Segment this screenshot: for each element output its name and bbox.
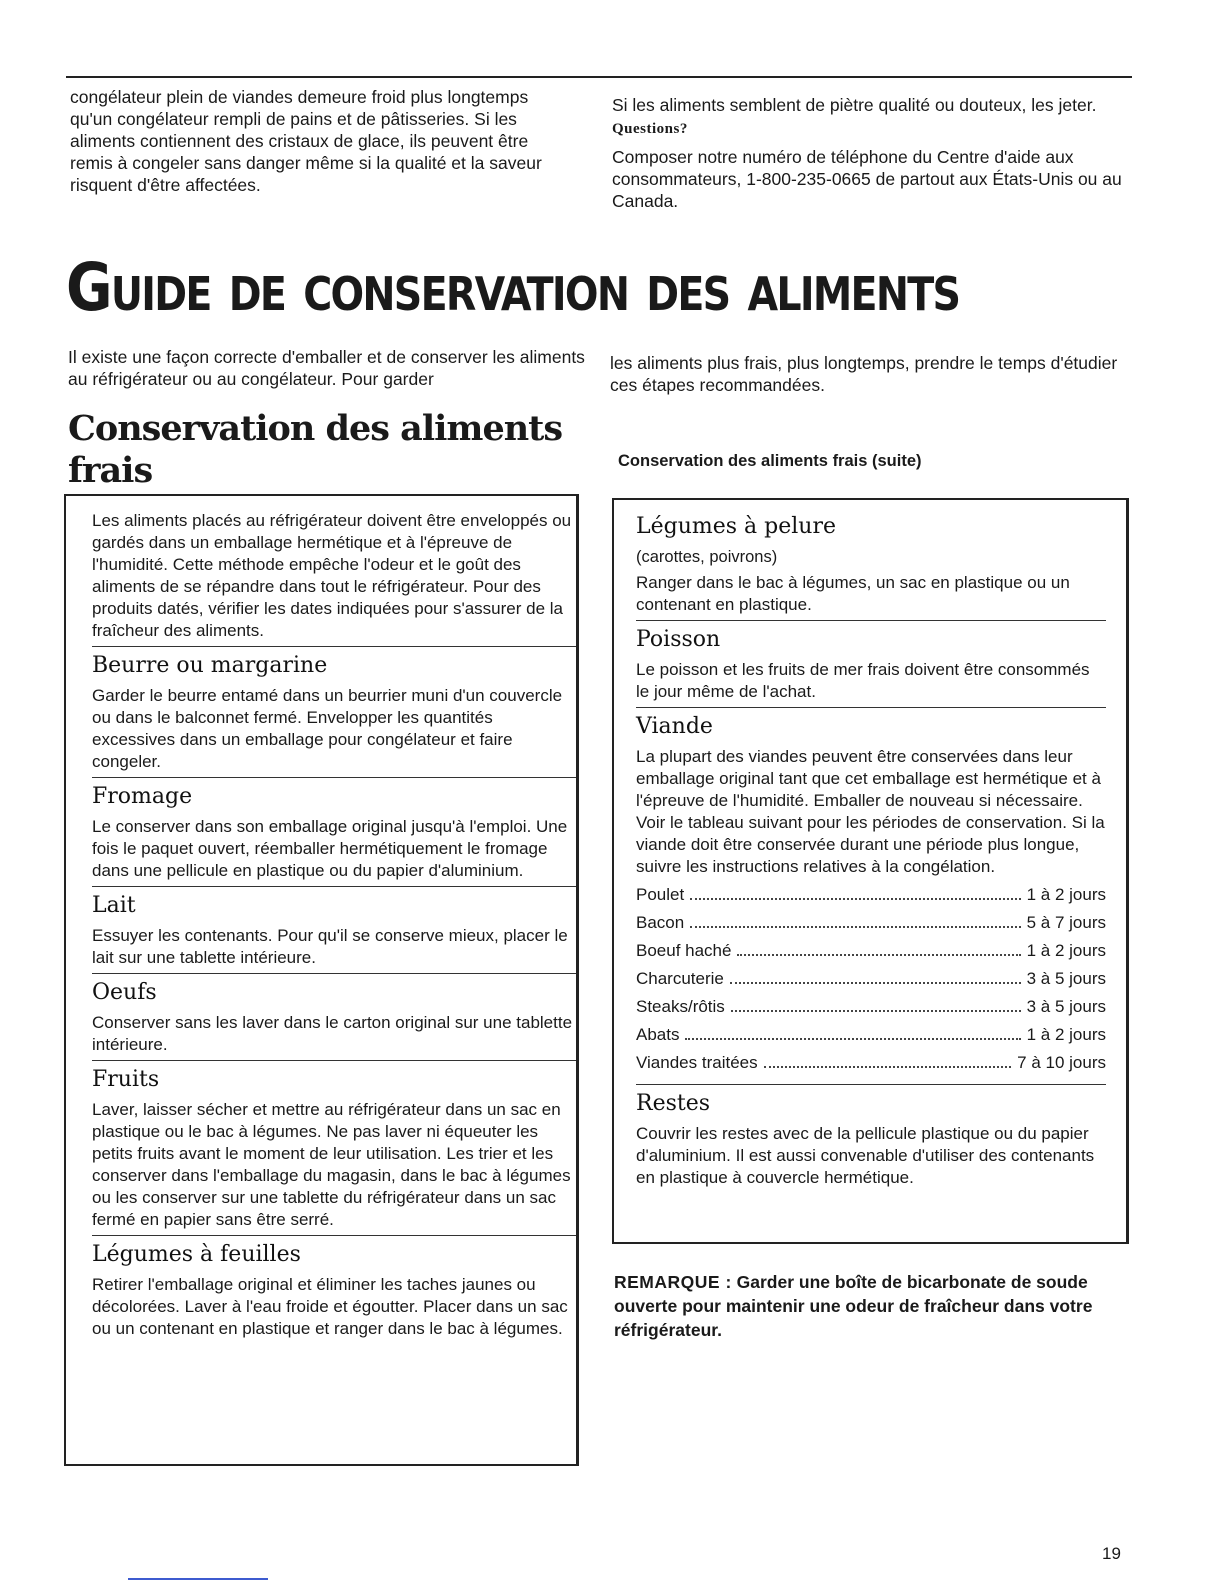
box-intro-text: Les aliments placés au réfrigérateur doivent être enveloppés ou gardés dans un emballage hermétique et à l'épreuve de l'humidité. Cette méthode empêche l'odeur et le goût des aliments de se répandre dans tout le réfrigérateur. Pour des produits datés, vérifier les dates indiquées pour s'assurer de la fraîcheur des aliments. [92, 511, 572, 640]
entry-beurre [92, 653, 576, 778]
entry-legumes-pelure-title: Légumes à pelure [636, 514, 836, 539]
table-row [636, 884, 1106, 912]
top-rule [66, 76, 1132, 78]
table-row [636, 1024, 1106, 1052]
entry-fruits-text: Laver, laisser sécher et mettre au réfrigérateur dans un sac en plastique ou le bac à légumes. Ne pas laver ni équeuter les petits fruits avant le moment de leur utilisation. Les trier et les conserver dans l'emballage du magasin, dans le bac à légumes ou les conserver sur une tablette du réfrigérateur dans un sac fermé en papier sans être serré. [92, 1100, 571, 1229]
entry-fromage-text: Le conserver dans son emballage original jusqu'à l'emploi. Une fois le paquet ouvert, réemballer hermétiquement le fromage dans une pellicule en plastique ou du papier d'aluminium. [92, 817, 568, 880]
meat-item: Poulet [636, 885, 685, 904]
questions-heading: Questions? [612, 121, 688, 137]
table-row [636, 996, 1106, 1024]
table-row [636, 940, 1106, 968]
storage-box-right [612, 498, 1129, 1244]
table-row [636, 968, 1106, 996]
entry-legumes-feuilles-text: Retirer l'emballage original et éliminer les taches jaunes ou décolorées. Laver à l'eau froide et égoutter. Placer dans un sac ou un contenant en plastique et ranger dans le bac à légumes. [92, 1275, 568, 1338]
meat-item: Steaks/rôtis [636, 997, 725, 1016]
section-title: Conservation des aliments frais [68, 408, 563, 491]
meat-duration: 5 à 7 jours [1026, 913, 1106, 932]
table-row [636, 912, 1106, 940]
meat-item: Abats [636, 1025, 680, 1044]
entry-restes-text: Couvrir les restes avec de la pellicule plastique ou du papier d'aluminium. Il est aussi convenable d'utiliser des contenants en plastique à couvercle hermétique. [636, 1124, 1095, 1187]
meat-duration: 1 à 2 jours [1026, 1025, 1106, 1044]
guide-intro-left: Il existe une façon correcte d'emballer et de conserver les aliments au réfrigérateur ou au congélateur. Pour garder [68, 347, 585, 389]
entry-viande-title: Viande [636, 714, 713, 739]
meat-storage-table [636, 884, 1106, 1080]
meat-duration: 1 à 2 jours [1026, 941, 1106, 960]
dot-leader [737, 940, 1020, 956]
meat-duration: 3 à 5 jours [1026, 969, 1106, 988]
intro-left-text: congélateur plein de viandes demeure froid plus longtemps qu'un congélateur rempli de pains et de pâtisseries. Si les aliments contiennent des cristaux de glace, ils peuvent être remis à congeler sans danger même si la qualité et la saveur risquent d'être affectées. [70, 87, 542, 195]
meat-item: Viandes traitées [636, 1053, 758, 1072]
entry-restes-title: Restes [636, 1091, 711, 1116]
storage-box-left-content [92, 510, 576, 1350]
questions-text: Composer notre numéro de téléphone du Centre d'aide aux consommateurs, 1-800-235-0665 de partout aux États-Unis ou au Canada. [612, 147, 1122, 211]
remark-text: Garder une boîte de bicarbonate de soude ouverte pour maintenir une odeur de fraîcheur dans votre réfrigérateur. [614, 1272, 1093, 1340]
remark-note [614, 1270, 1124, 1342]
entry-poisson-title: Poisson [636, 627, 721, 652]
guide-title [66, 248, 1012, 328]
entry-lait-title: Lait [92, 893, 136, 918]
entry-viande [636, 714, 1106, 1085]
entry-poisson-text: Le poisson et les fruits de mer frais doivent être consommés le jour même de l'achat. [636, 660, 1090, 701]
table-row [636, 1052, 1106, 1080]
meat-item: Bacon [636, 913, 685, 932]
entry-legumes-feuilles [92, 1242, 576, 1344]
entry-fromage [92, 784, 576, 887]
meat-item: Charcuterie [636, 969, 724, 988]
dot-leader [685, 1024, 1020, 1040]
entry-legumes-pelure-text: Ranger dans le bac à légumes, un sac en plastique ou un contenant en plastique. [636, 573, 1070, 614]
page-number: 19 [1102, 1544, 1121, 1563]
dot-leader [731, 996, 1021, 1012]
entry-oeufs [92, 980, 576, 1061]
guide-intro-right: les aliments plus frais, plus longtemps, prendre le temps d'étudier ces étapes recommandées. [610, 353, 1118, 395]
intro-right-text: Si les aliments semblent de piètre qualité ou douteux, les jeter. [612, 95, 1097, 115]
dot-leader [690, 884, 1020, 900]
guide-title-text: Guide de conservation des aliments [66, 249, 960, 326]
entry-fruits-title: Fruits [92, 1067, 160, 1092]
remark-label: REMARQUE : [614, 1272, 732, 1292]
entry-beurre-text: Garder le beurre entamé dans un beurrier muni d'un couvercle ou dans le balconnet fermé. Envelopper les quantités excessives dans un emballage pour congélateur et faire congeler. [92, 686, 563, 771]
entry-lait [92, 893, 576, 974]
meat-duration: 1 à 2 jours [1026, 885, 1106, 904]
entry-poisson [636, 627, 1106, 708]
entry-fromage-title: Fromage [92, 784, 193, 809]
entry-viande-text: La plupart des viandes peuvent être conservées dans leur emballage original tant que cet emballage est hermétique et à l'épreuve de l'humidité. Emballer de nouveau si nécessaire. Voir le tableau suivant pour les périodes de conservation. Si la viande doit être conservée durant une période plus longue, suivre les instructions relatives à la congélation. [636, 747, 1105, 876]
meat-duration: 3 à 5 jours [1026, 997, 1106, 1016]
intro-right-column [612, 94, 1124, 212]
meat-duration: 7 à 10 jours [1017, 1053, 1106, 1072]
entry-fruits [92, 1067, 576, 1236]
entry-legumes-feuilles-title: Légumes à feuilles [92, 1242, 301, 1267]
entry-lait-text: Essuyer les contenants. Pour qu'il se conserve mieux, placer le lait sur une tablette intérieure. [92, 926, 568, 967]
dot-leader [764, 1052, 1012, 1068]
dot-leader [730, 968, 1021, 984]
entry-beurre-title: Beurre ou margarine [92, 653, 328, 678]
meat-item: Boeuf haché [636, 941, 732, 960]
entry-legumes-pelure [636, 514, 1106, 621]
footer-line [128, 1578, 268, 1580]
storage-box-right-content [636, 514, 1106, 1199]
entry-legumes-pelure-sub: (carottes, poivrons) [636, 548, 778, 566]
entry-oeufs-text: Conserver sans les laver dans le carton original sur une tablette intérieure. [92, 1013, 573, 1054]
storage-box-left [64, 494, 579, 1466]
dot-leader [690, 912, 1020, 928]
entry-restes [636, 1091, 1106, 1193]
section-continued-heading: Conservation des aliments frais (suite) [618, 452, 922, 470]
box-intro-entry [92, 510, 576, 647]
entry-oeufs-title: Oeufs [92, 980, 157, 1005]
